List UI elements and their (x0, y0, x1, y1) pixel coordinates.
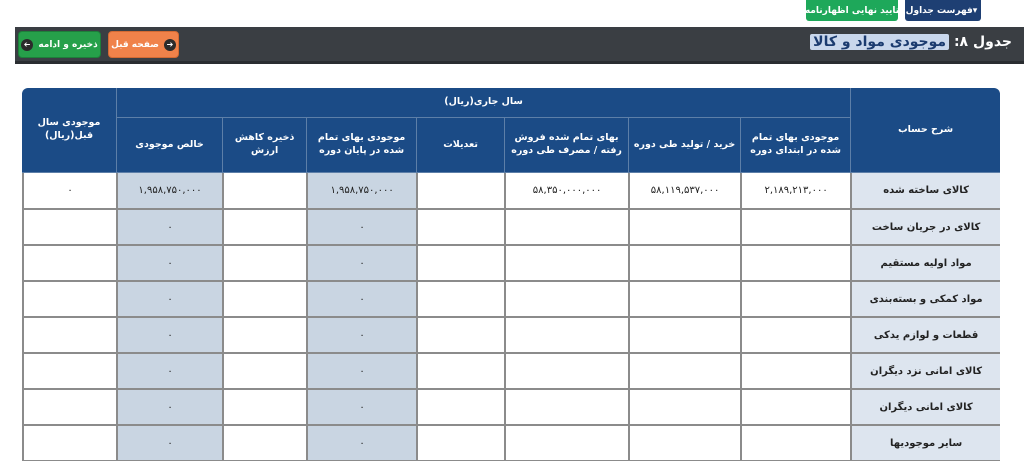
previous-page-label: صفحه قبل (111, 39, 159, 50)
opening-cost-input[interactable] (740, 282, 850, 318)
previous-year-input[interactable] (22, 318, 116, 354)
header-closing-cost: موجودی بهای تمام شده در پایان دوره (306, 118, 416, 173)
header-net-inventory: خالص موجودی (116, 118, 222, 173)
cost-of-sales-input[interactable] (504, 390, 628, 426)
adjustments-input[interactable] (416, 390, 504, 426)
opening-cost-input[interactable] (740, 390, 850, 426)
purchase-input[interactable] (628, 390, 740, 426)
impairment-input[interactable] (222, 282, 306, 318)
adjustments-input[interactable] (416, 282, 504, 318)
row-label: کالای امانی نزد دیگران (850, 354, 1000, 390)
purchase-input[interactable]: ۵۸,۱۱۹,۵۳۷,۰۰۰ (628, 173, 740, 210)
previous-year-input[interactable]: ۰ (22, 173, 116, 210)
net-inventory-value: ۰ (116, 210, 222, 246)
previous-page-button[interactable] (108, 31, 179, 58)
inventory-table-body (22, 173, 1000, 461)
impairment-input[interactable] (222, 426, 306, 461)
page-title-highlight: موجودی مواد و کالا (810, 34, 949, 50)
impairment-input[interactable] (222, 246, 306, 282)
title-bar (15, 27, 1024, 64)
impairment-input[interactable] (222, 210, 306, 246)
closing-cost-value: ۰ (306, 390, 416, 426)
adjustments-input[interactable] (416, 246, 504, 282)
opening-cost-input[interactable] (740, 246, 850, 282)
purchase-input[interactable] (628, 426, 740, 461)
chevron-down-icon: ▾ (972, 5, 978, 16)
row-label: مواد اولیه مستقیم (850, 246, 1000, 282)
header-cost-of-sales: بهای تمام شده فروش رفته / مصرف طی دوره (504, 118, 628, 173)
table-row (22, 354, 1000, 390)
row-label: سایر موجودیها (850, 426, 1000, 461)
purchase-input[interactable] (628, 246, 740, 282)
table-list-button[interactable] (905, 0, 981, 21)
impairment-input[interactable] (222, 173, 306, 210)
net-inventory-value: ۰ (116, 426, 222, 461)
cost-of-sales-input[interactable] (504, 282, 628, 318)
net-inventory-value: ۱,۹۵۸,۷۵۰,۰۰۰ (116, 173, 222, 210)
table-row (22, 282, 1000, 318)
page-title (810, 34, 1012, 50)
header-impairment: ذخیره کاهش ارزش (222, 118, 306, 173)
purchase-input[interactable] (628, 354, 740, 390)
net-inventory-value: ۰ (116, 282, 222, 318)
table-row (22, 173, 1000, 210)
header-purchase: خرید / تولید طی دوره (628, 118, 740, 173)
purchase-input[interactable] (628, 318, 740, 354)
impairment-input[interactable] (222, 390, 306, 426)
closing-cost-value: ۰ (306, 426, 416, 461)
closing-cost-value: ۰ (306, 246, 416, 282)
table-row (22, 318, 1000, 354)
opening-cost-input[interactable]: ۲,۱۸۹,۲۱۳,۰۰۰ (740, 173, 850, 210)
header-opening-cost: موجودی بهای تمام شده در ابتدای دوره (740, 118, 850, 173)
adjustments-input[interactable] (416, 318, 504, 354)
final-confirm-label: تایید نهایی اظهارنامه (804, 5, 900, 16)
row-label: کالای ساخته شده (850, 173, 1000, 210)
table-row (22, 390, 1000, 426)
closing-cost-value: ۰ (306, 354, 416, 390)
previous-year-input[interactable] (22, 246, 116, 282)
impairment-input[interactable] (222, 318, 306, 354)
opening-cost-input[interactable] (740, 318, 850, 354)
cost-of-sales-input[interactable] (504, 318, 628, 354)
arrow-right-circle-icon: ➔ (164, 39, 176, 51)
closing-cost-value: ۰ (306, 318, 416, 354)
previous-year-input[interactable] (22, 282, 116, 318)
previous-year-input[interactable] (22, 390, 116, 426)
impairment-input[interactable] (222, 354, 306, 390)
adjustments-input[interactable] (416, 354, 504, 390)
purchase-input[interactable] (628, 210, 740, 246)
cost-of-sales-input[interactable] (504, 246, 628, 282)
net-inventory-value: ۰ (116, 354, 222, 390)
table-list-label: فهرست جداول (905, 5, 973, 16)
row-label: قطعات و لوازم یدکی (850, 318, 1000, 354)
previous-year-input[interactable] (22, 426, 116, 461)
row-label: مواد کمکی و بسته‌بندی (850, 282, 1000, 318)
header-previous-year: موجودی سال قبل(ریال) (22, 88, 116, 173)
closing-cost-value: ۰ (306, 210, 416, 246)
save-continue-button[interactable] (18, 31, 101, 58)
adjustments-input[interactable] (416, 210, 504, 246)
inventory-table-container (22, 88, 1000, 461)
page-title-prefix: جدول ۸: (953, 34, 1012, 50)
adjustments-input[interactable] (416, 173, 504, 210)
cost-of-sales-input[interactable] (504, 354, 628, 390)
header-current-year: سال جاری(ریال) (116, 88, 850, 118)
table-row (22, 426, 1000, 461)
cost-of-sales-input[interactable]: ۵۸,۳۵۰,۰۰۰,۰۰۰ (504, 173, 628, 210)
cost-of-sales-input[interactable] (504, 426, 628, 461)
final-confirm-button[interactable] (806, 0, 898, 21)
header-adjustments: تعدیلات (416, 118, 504, 173)
table-row (22, 246, 1000, 282)
adjustments-input[interactable] (416, 426, 504, 461)
save-continue-label: ذخیره و ادامه (38, 39, 98, 50)
net-inventory-value: ۰ (116, 390, 222, 426)
opening-cost-input[interactable] (740, 354, 850, 390)
inventory-table (22, 88, 1000, 461)
net-inventory-value: ۰ (116, 246, 222, 282)
closing-cost-value: ۱,۹۵۸,۷۵۰,۰۰۰ (306, 173, 416, 210)
header-account: شرح حساب (850, 88, 1000, 173)
row-label: کالای امانی دیگران (850, 390, 1000, 426)
previous-year-input[interactable] (22, 354, 116, 390)
table-row (22, 210, 1000, 246)
arrow-left-circle-icon: ➔ (21, 39, 33, 51)
net-inventory-value: ۰ (116, 318, 222, 354)
cost-of-sales-input[interactable] (504, 210, 628, 246)
row-label: کالای در جریان ساخت (850, 210, 1000, 246)
closing-cost-value: ۰ (306, 282, 416, 318)
purchase-input[interactable] (628, 282, 740, 318)
previous-year-input[interactable] (22, 210, 116, 246)
opening-cost-input[interactable] (740, 426, 850, 461)
opening-cost-input[interactable] (740, 210, 850, 246)
